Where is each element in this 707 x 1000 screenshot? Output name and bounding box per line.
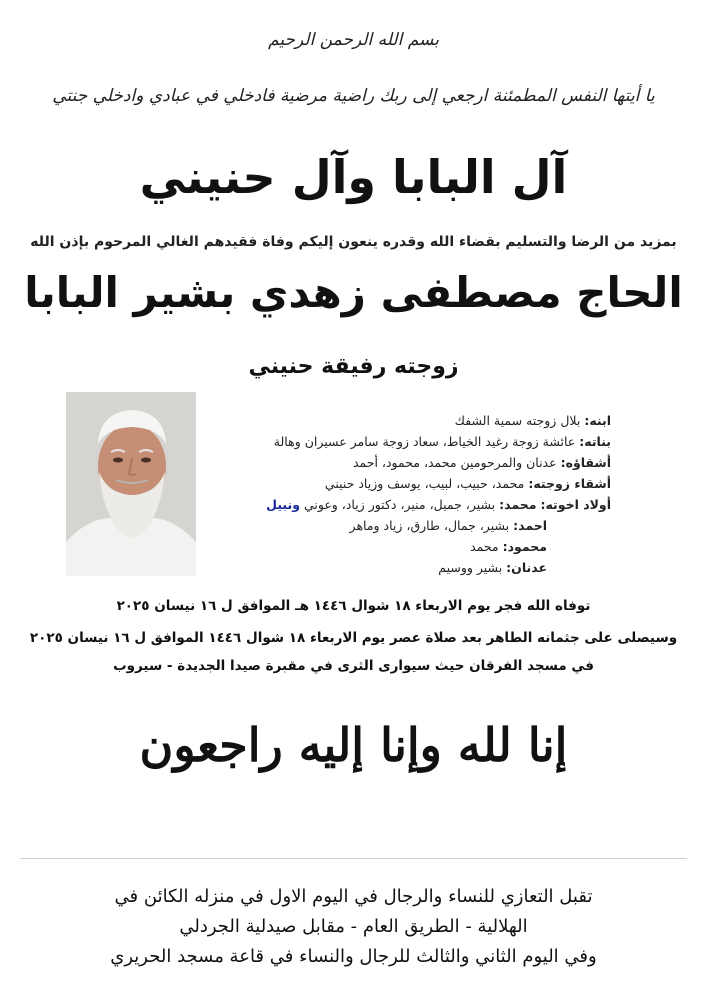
burial-location: في مسجد الفرقان حيث سيوارى الثرى في مقبرة صيدا الجديدة - سيروب (113, 658, 594, 674)
relative-label: عدنان: (506, 560, 547, 575)
basmala-heading: بسم الله الرحمن الرحيم (268, 30, 439, 50)
relative-label: احمد: (513, 518, 547, 533)
relative-value: محمد، حبيب، لبيب، يوسف وزياد حنيني (324, 476, 525, 491)
relative-daughters (211, 431, 611, 452)
relative-extra: ونبيل (266, 497, 300, 512)
relative-label: بناته: (579, 434, 611, 449)
relative-ahmad (211, 515, 611, 536)
relative-mahmoud (211, 536, 611, 557)
relative-value: عائشة زوجة رغيد الخياط، سعاد زوجة سامر عسيران وهالة (273, 434, 576, 449)
relative-value: بشير، جميل، منير، دكتور زياد، وعوني (303, 497, 496, 512)
relative-label: أشقاؤه: (560, 455, 611, 470)
relative-sublabel: محمد: (499, 497, 537, 512)
relative-son (211, 410, 611, 431)
family-title: آل البابا وآل حنيني (139, 150, 568, 204)
relative-value: بشير، جمال، طارق، زياد وماهر (349, 518, 510, 533)
relative-label: أشقاء زوجته: (528, 476, 611, 491)
death-date: توفاه الله فجر يوم الاربعاء ١٨ شوال ١٤٤٦ هـ الموافق ل ١٦ نيسان ٢٠٢٥ (116, 598, 591, 614)
condolence-line: وفي اليوم الثاني والثالث للرجال والنساء في قاعة مسجد الحريري (110, 946, 597, 967)
relative-nephews (211, 494, 611, 515)
portrait-illustration (66, 392, 196, 576)
deceased-name: الحاج مصطفى زهدي بشير البابا (24, 268, 683, 317)
relative-value: عدنان والمرحومين محمد، محمود، أحمد (352, 455, 557, 470)
relative-label: محمود: (502, 539, 547, 554)
deceased-photo (66, 392, 196, 576)
relative-adnan (211, 557, 611, 578)
section-divider (20, 858, 687, 859)
relatives-list (211, 410, 611, 578)
relative-wife-brothers (211, 473, 611, 494)
wife-name: زوجته رفيقة حنيني (248, 354, 459, 379)
relative-value: محمد (470, 539, 499, 554)
condolence-line: الهلالية - الطريق العام - مقابل صيدلية الجردلي (179, 916, 528, 937)
relative-value: بلال زوجته سمية الشفك (454, 413, 581, 428)
calligraphy-verse: إنا لله وإنا إليه راجعون (139, 718, 568, 772)
funeral-prayer-time: وسيصلى على جثمانه الطاهر بعد صلاة عصر يوم الاربعاء ١٨ شوال ١٤٤٦ الموافق ل ١٦ نيسان ٢٠٢٥ (29, 630, 678, 646)
condolence-line: تقبل التعازي للنساء والرجال في اليوم الاول في منزله الكائن في (114, 886, 593, 907)
relative-brothers (211, 452, 611, 473)
quran-verse: يا أيتها النفس المطمئنة ارجعي إلى ربك راضية مرضية فادخلي في عبادي وادخلي جنتي (52, 86, 655, 106)
announcement-text: بمزيد من الرضا والتسليم بقضاء الله وقدره ينعون إليكم وفاة فقيدهم الغالي المرحوم بإذن الله (30, 234, 677, 250)
relative-label: أولاد اخوته: (540, 497, 611, 512)
relative-value: بشير ووسيم (438, 560, 503, 575)
relative-label: ابنه: (584, 413, 611, 428)
